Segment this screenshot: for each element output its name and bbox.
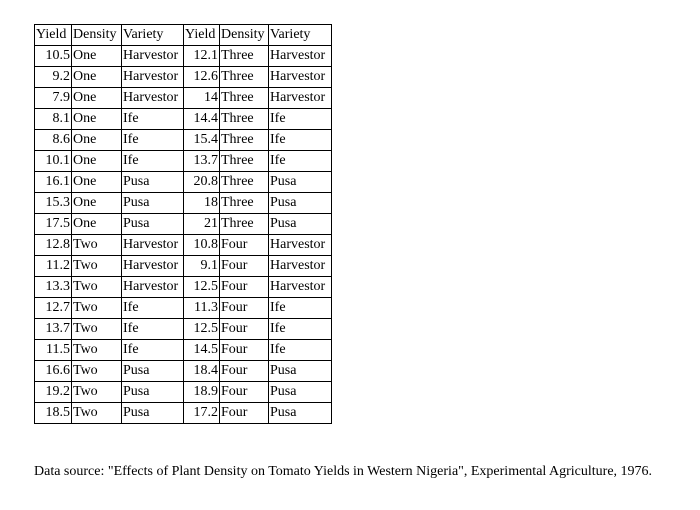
cell-variety-2: Harvestor	[269, 88, 332, 109]
cell-density-2: Three	[220, 172, 269, 193]
cell-density-2: Four	[220, 298, 269, 319]
cell-variety-2: Harvestor	[269, 256, 332, 277]
data-source-note: Data source: "Effects of Plant Density on Tomato Yields in Western Nigeria", Experimental Agriculture, 1976.	[34, 464, 653, 479]
cell-density-1: One	[72, 151, 122, 172]
cell-yield-1: 15.3	[35, 193, 72, 214]
cell-density-1: Two	[72, 277, 122, 298]
cell-variety-2: Harvestor	[269, 235, 332, 256]
cell-variety-2: Ife	[269, 109, 332, 130]
cell-variety-2: Ife	[269, 298, 332, 319]
cell-variety-2: Harvestor	[269, 277, 332, 298]
cell-yield-2: 18.9	[184, 382, 220, 403]
cell-yield-1: 18.5	[35, 403, 72, 424]
cell-variety-1: Ife	[122, 130, 184, 151]
cell-yield-1: 13.3	[35, 277, 72, 298]
cell-yield-1: 7.9	[35, 88, 72, 109]
table-row	[35, 109, 332, 130]
cell-density-2: Four	[220, 319, 269, 340]
table-row	[35, 298, 332, 319]
cell-yield-2: 20.8	[184, 172, 220, 193]
cell-yield-1: 19.2	[35, 382, 72, 403]
cell-yield-2: 18.4	[184, 361, 220, 382]
cell-variety-2: Harvestor	[269, 46, 332, 67]
cell-density-2: Three	[220, 109, 269, 130]
cell-density-1: One	[72, 214, 122, 235]
cell-density-2: Three	[220, 214, 269, 235]
cell-density-1: Two	[72, 235, 122, 256]
cell-density-2: Four	[220, 340, 269, 361]
cell-variety-2: Harvestor	[269, 67, 332, 88]
table-row	[35, 67, 332, 88]
cell-yield-2: 14.4	[184, 109, 220, 130]
cell-yield-1: 10.1	[35, 151, 72, 172]
cell-density-2: Three	[220, 88, 269, 109]
cell-density-2: Four	[220, 382, 269, 403]
table-row	[35, 256, 332, 277]
header-variety-1: Variety	[122, 25, 184, 46]
cell-variety-2: Pusa	[269, 172, 332, 193]
header-variety-2: Variety	[269, 25, 332, 46]
cell-yield-2: 10.8	[184, 235, 220, 256]
cell-yield-1: 17.5	[35, 214, 72, 235]
table-row	[35, 382, 332, 403]
cell-density-1: One	[72, 67, 122, 88]
cell-yield-1: 16.1	[35, 172, 72, 193]
cell-yield-2: 12.5	[184, 319, 220, 340]
table-row	[35, 235, 332, 256]
cell-variety-1: Pusa	[122, 172, 184, 193]
table-row	[35, 88, 332, 109]
cell-density-1: Two	[72, 403, 122, 424]
table-row	[35, 130, 332, 151]
cell-variety-1: Ife	[122, 319, 184, 340]
cell-density-1: Two	[72, 340, 122, 361]
cell-variety-1: Pusa	[122, 214, 184, 235]
cell-density-2: Three	[220, 46, 269, 67]
table-row	[35, 340, 332, 361]
cell-variety-1: Harvestor	[122, 235, 184, 256]
header-yield-1: Yield	[35, 25, 72, 46]
cell-density-2: Three	[220, 130, 269, 151]
cell-yield-1: 13.7	[35, 319, 72, 340]
cell-yield-1: 11.2	[35, 256, 72, 277]
cell-density-2: Three	[220, 193, 269, 214]
cell-variety-1: Ife	[122, 340, 184, 361]
cell-yield-1: 10.5	[35, 46, 72, 67]
cell-variety-2: Ife	[269, 151, 332, 172]
cell-variety-1: Ife	[122, 151, 184, 172]
cell-density-2: Four	[220, 361, 269, 382]
cell-density-2: Three	[220, 151, 269, 172]
cell-density-2: Four	[220, 256, 269, 277]
cell-variety-2: Pusa	[269, 403, 332, 424]
cell-density-1: One	[72, 88, 122, 109]
cell-yield-2: 14.5	[184, 340, 220, 361]
cell-variety-1: Harvestor	[122, 88, 184, 109]
table-row	[35, 151, 332, 172]
cell-variety-1: Pusa	[122, 403, 184, 424]
data-table	[34, 24, 332, 424]
cell-density-2: Three	[220, 67, 269, 88]
cell-variety-2: Ife	[269, 319, 332, 340]
cell-density-1: One	[72, 172, 122, 193]
cell-density-1: One	[72, 193, 122, 214]
cell-density-2: Four	[220, 277, 269, 298]
cell-variety-2: Pusa	[269, 214, 332, 235]
header-density-2: Density	[220, 25, 269, 46]
table-row	[35, 214, 332, 235]
cell-yield-1: 12.7	[35, 298, 72, 319]
cell-variety-2: Pusa	[269, 193, 332, 214]
cell-density-2: Four	[220, 403, 269, 424]
cell-yield-2: 13.7	[184, 151, 220, 172]
cell-yield-1: 16.6	[35, 361, 72, 382]
cell-density-1: Two	[72, 298, 122, 319]
table-row	[35, 172, 332, 193]
cell-yield-1: 8.6	[35, 130, 72, 151]
cell-yield-2: 12.6	[184, 67, 220, 88]
cell-density-1: One	[72, 109, 122, 130]
cell-density-2: Four	[220, 235, 269, 256]
cell-variety-1: Harvestor	[122, 46, 184, 67]
cell-yield-2: 9.1	[184, 256, 220, 277]
cell-variety-1: Pusa	[122, 382, 184, 403]
cell-yield-2: 17.2	[184, 403, 220, 424]
table-row	[35, 193, 332, 214]
cell-yield-1: 12.8	[35, 235, 72, 256]
cell-density-1: One	[72, 130, 122, 151]
cell-density-1: Two	[72, 361, 122, 382]
cell-yield-2: 15.4	[184, 130, 220, 151]
cell-variety-2: Pusa	[269, 361, 332, 382]
cell-yield-2: 18	[184, 193, 220, 214]
table-row	[35, 277, 332, 298]
table-row	[35, 319, 332, 340]
cell-density-1: One	[72, 46, 122, 67]
cell-yield-2: 11.3	[184, 298, 220, 319]
cell-variety-2: Pusa	[269, 382, 332, 403]
cell-yield-1: 11.5	[35, 340, 72, 361]
table-header	[35, 25, 332, 46]
cell-variety-1: Ife	[122, 109, 184, 130]
table-row	[35, 361, 332, 382]
header-yield-2: Yield	[184, 25, 220, 46]
table-body	[35, 46, 332, 424]
cell-variety-1: Harvestor	[122, 256, 184, 277]
cell-yield-2: 14	[184, 88, 220, 109]
cell-variety-1: Pusa	[122, 361, 184, 382]
header-density-1: Density	[72, 25, 122, 46]
cell-variety-2: Ife	[269, 130, 332, 151]
cell-variety-1: Pusa	[122, 193, 184, 214]
cell-density-1: Two	[72, 319, 122, 340]
cell-density-1: Two	[72, 382, 122, 403]
cell-yield-1: 9.2	[35, 67, 72, 88]
cell-yield-1: 8.1	[35, 109, 72, 130]
cell-variety-1: Ife	[122, 298, 184, 319]
cell-yield-2: 12.5	[184, 277, 220, 298]
table-row	[35, 403, 332, 424]
cell-yield-2: 12.1	[184, 46, 220, 67]
cell-yield-2: 21	[184, 214, 220, 235]
cell-variety-1: Harvestor	[122, 67, 184, 88]
cell-density-1: Two	[72, 256, 122, 277]
cell-variety-1: Harvestor	[122, 277, 184, 298]
cell-variety-2: Ife	[269, 340, 332, 361]
header-row	[35, 25, 332, 46]
table-row	[35, 46, 332, 67]
